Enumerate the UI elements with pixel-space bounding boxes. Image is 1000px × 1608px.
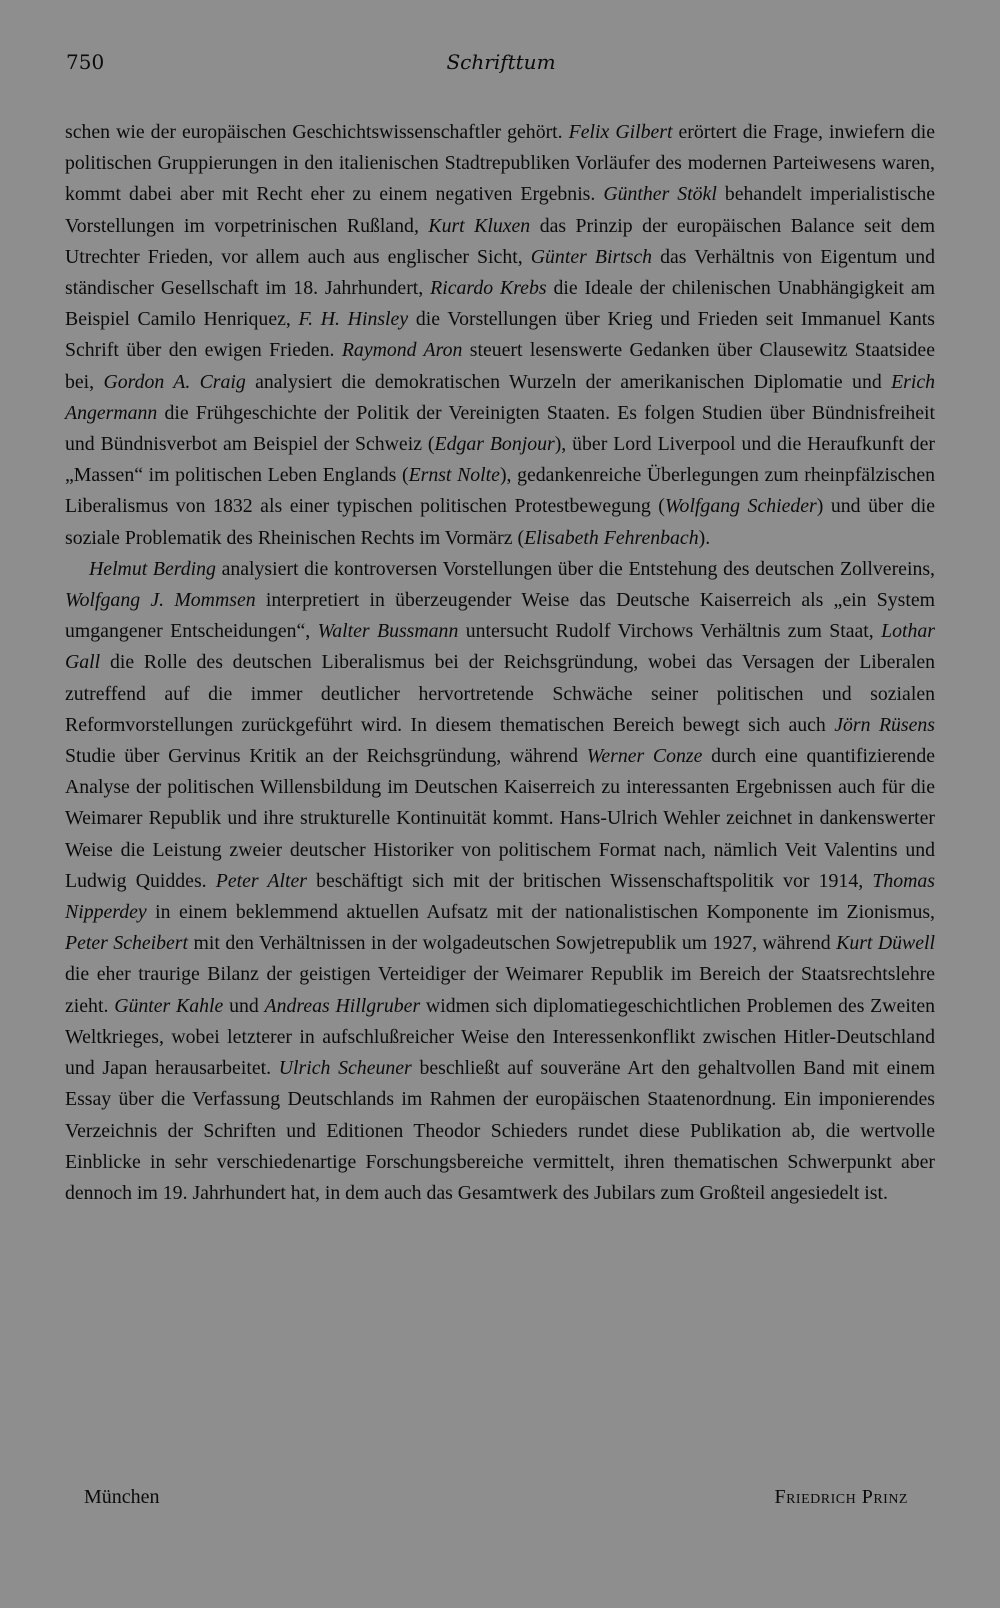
text-run: ). xyxy=(698,526,711,549)
text-run: untersucht Rudolf Virchows Verhältnis zum Staat, xyxy=(458,620,882,643)
author-name: Ernst Nolte xyxy=(408,464,500,487)
text-run: mit den Verhältnissen in der wolgadeutschen Sowjetrepublik um 1927, während xyxy=(188,932,837,955)
author-name: Erich Angermann xyxy=(65,370,936,424)
author-name: Günter Kahle xyxy=(114,994,224,1017)
text-run: schen wie der europäischen Geschichtswissenschaftler gehört. xyxy=(65,121,569,143)
author-name: Felix Gilbert xyxy=(568,121,673,143)
author-name: Lothar Gall xyxy=(65,620,935,674)
text-run: Studie über Gervinus Kritik an der Reichsgründung, während xyxy=(65,745,587,768)
author-name: Wolfgang Schieder xyxy=(664,495,817,518)
author-name: Gordon A. Craig xyxy=(103,370,246,393)
author-name: Edgar Bonjour xyxy=(434,433,555,456)
text-run: und xyxy=(223,994,265,1017)
author-name: Helmut Berding xyxy=(89,557,216,580)
text-run: widmen sich diplomatiegeschichtlichen Problemen des Zweiten Weltkrieges, wobei letzterer in aufschlußreicher Weise den Interessenkonflikt zwischen Hitler-Deutschland und Japan herausarbeitet. xyxy=(65,994,935,1080)
text-run: analysiert die kontroversen Vorstellungen über die Entstehung des deutschen Zollvereins, xyxy=(215,557,935,580)
author-name: Walter Bussmann xyxy=(317,620,459,643)
text-run: die Ideale der chilenischen Unabhängigkeit am Beispiel Camilo Henriquez, xyxy=(65,277,936,331)
author-name: Raymond Aron xyxy=(341,339,463,362)
text-run: beschließt auf souveräne Art den gehaltvollen Band mit einem Essay über die Verfassung Deutschlands im Rahmen der europäischen Staatenordnung. Ein imponierendes Verzeichnis der Schriften und Editionen Theodor Schieders rundet diese Publikation ab, die wertvolle Einblicke in sehr verschiedenartige Forschungsbereiche vermittelt, ihren thematischen Schwerpunkt aber dennoch im 19. Jahrhundert hat, in dem auch das Gesamtwerk des Jubilars zum Großteil angesiedelt ist. xyxy=(65,1057,935,1204)
signature-author: Friedrich Prinz xyxy=(774,1486,908,1508)
author-name: Werner Conze xyxy=(586,745,703,768)
text-run: das Prinzip der europäischen Balance seit dem Utrechter Frieden, vor allem auch aus englischer Sicht, xyxy=(65,214,935,268)
author-name: Andreas Hillgruber xyxy=(264,994,421,1017)
text-run: die eher traurige Bilanz der geistigen Verteidiger der Weimarer Republik im Bereich der Staatsrechtslehre zieht. xyxy=(65,963,935,1017)
text-run: die Rolle des deutschen Liberalismus bei der Reichsgründung, wobei das Versagen der Liberalen zutreffend auf die immer deutlicher hervortretende Schwäche seiner politischen und sozialen Reformvorstellungen zurückgeführt wird. In diesem thematischen Bereich bewegt sich auch xyxy=(65,651,935,736)
page-number: 750 xyxy=(66,50,105,74)
author-name: Kurt Düwell xyxy=(836,932,936,955)
text-run: behandelt imperialistische Vorstellungen im vorpetrinischen Rußland, xyxy=(65,183,935,237)
author-name: Ricardo Krebs xyxy=(430,277,547,300)
running-title: Schrifttum xyxy=(446,50,556,74)
signature-line xyxy=(84,1486,908,1520)
text-run: steuert lesenswerte Gedanken über Clausewitz Staatsidee bei, xyxy=(65,339,935,393)
author-name: Thomas Nipperdey xyxy=(65,869,935,924)
author-name: Günter Birtsch xyxy=(530,245,653,268)
text-run: ), gedankenreiche Überlegungen zum rheinpfälzischen Liberalismus von 1832 als einer typischen politischen Protestbewegung ( xyxy=(65,464,935,518)
signature-place: München xyxy=(84,1486,160,1508)
text-run: in einem beklemmend aktuellen Aufsatz mit der nationalistischen Komponente im Zionismus, xyxy=(146,901,935,924)
text-run: das Verhältnis von Eigentum und ständischer Gesellschaft im 18. Jahrhundert, xyxy=(65,245,935,300)
author-name: F. H. Hinsley xyxy=(298,308,409,331)
paragraph-1 xyxy=(65,117,935,554)
text-run: die Vorstellungen über Krieg und Frieden seit Immanuel Kants Schrift über den ewigen Frieden. xyxy=(65,308,935,362)
author-name: Günther Stökl xyxy=(603,183,717,206)
text-run: ) und über die soziale Problematik des Rheinischen Rechts im Vormärz ( xyxy=(65,495,935,549)
author-name: Peter Scheibert xyxy=(65,932,189,955)
author-name: Peter Alter xyxy=(215,869,307,892)
text-run: interpretiert in überzeugender Weise das Deutsche Kaiserreich als „ein System umgangener Entscheidungen“, xyxy=(65,589,935,643)
author-name: Elisabeth Fehrenbach xyxy=(524,526,699,549)
text-run: beschäftigt sich mit der britischen Wissenschaftspolitik vor 1914, xyxy=(306,869,873,892)
text-run: analysiert die demokratischen Wurzeln der amerikanischen Diplomatie und xyxy=(245,370,892,393)
author-name: Ulrich Scheuner xyxy=(278,1057,412,1080)
review-body xyxy=(65,117,935,1209)
text-run: die Frühgeschichte der Politik der Vereinigten Staaten. Es folgen Studien über Bündnisfreiheit und Bündnisverbot am Beispiel der Schweiz ( xyxy=(65,401,935,456)
paragraph-2 xyxy=(65,554,935,1209)
author-name: Kurt Kluxen xyxy=(428,214,531,237)
text-run: erörtert die Frage, inwiefern die politischen Gruppierungen in den italienischen Stadtrepubliken Vorläufer des modernen Parteiwesens waren, kommt dabei aber mit Recht eher zu einem negativen Ergebnis. xyxy=(65,121,935,206)
text-run: durch eine quantifizierende Analyse der politischen Willensbildung im Deutschen Kaiserreich zu interessanten Ergebnissen auch für die Weimarer Republik und ihre strukturelle Kontinuität kommt. Hans-Ulrich Wehler zeichnet in dankenswerter Weise die Leistung zweier deutscher Historiker von politischem Format nach, nämlich Veit Valentins und Ludwig Quiddes. xyxy=(65,745,935,892)
page-header xyxy=(66,46,936,78)
text-run: ), über Lord Liverpool und die Heraufkunft der „Massen“ im politischen Leben Englands ( xyxy=(65,433,935,487)
author-name: Jörn Rüsens xyxy=(834,713,935,736)
author-name: Wolfgang J. Mommsen xyxy=(65,589,256,612)
